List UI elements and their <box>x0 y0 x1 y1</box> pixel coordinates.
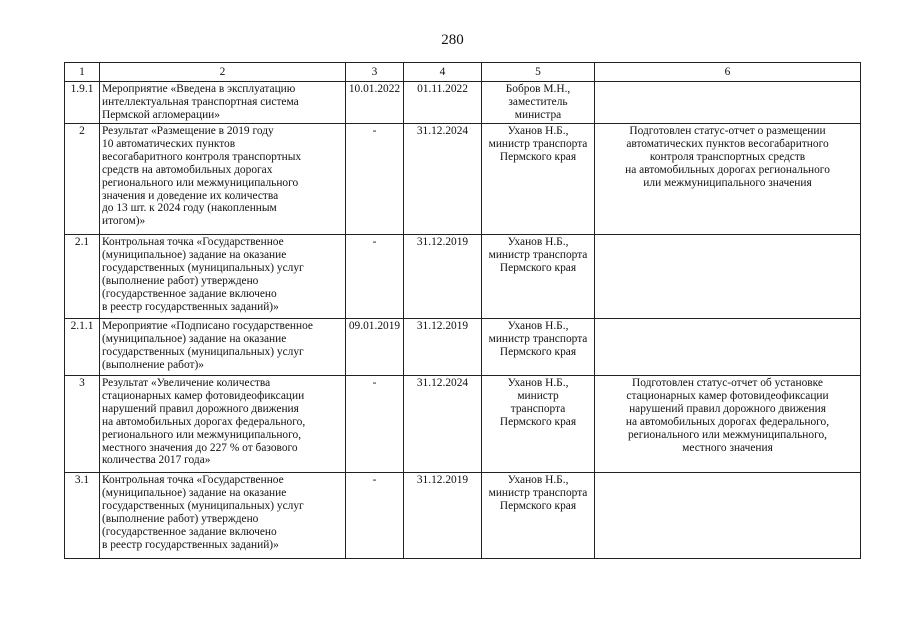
table-row <box>65 124 861 235</box>
row-name: Результат «Размещение в 2019 году 10 автоматических пунктов весогабаритного контроля транспортных средств на автомобильных дорогах регионального или межмуниципального значения и доведение их количества до 13 шт. к 2024 году (накопленным итогом)» <box>100 124 346 235</box>
row-end-date: 31.12.2024 <box>404 376 482 473</box>
row-number: 3 <box>65 376 100 473</box>
row-start-date: - <box>346 376 404 473</box>
row-name: Контрольная точка «Государственное (муниципальное) задание на оказание государственных (муниципальных) услуг (выполнение работ) утверждено (государственное задание включено в реестр государственных заданий)» <box>100 235 346 319</box>
row-number: 1.9.1 <box>65 82 100 124</box>
row-name: Результат «Увеличение количества стационарных камер фотовидеофиксации нарушений правил дорожного движения на автомобильных дорогах федерального, регионального или межмуниципального, местного значения до 227 % от базового количества 2017 года» <box>100 376 346 473</box>
row-number: 2.1.1 <box>65 319 100 376</box>
column-header: 6 <box>595 63 861 82</box>
row-start-date: - <box>346 124 404 235</box>
row-name: Контрольная точка «Государственное (муниципальное) задание на оказание государственных (муниципальных) услуг (выполнение работ) утверждено (государственное задание включено в реестр государственных заданий)» <box>100 473 346 559</box>
row-responsible: Уханов Н.Б., министр транспорта Пермского края <box>482 473 595 559</box>
row-end-date: 31.12.2019 <box>404 473 482 559</box>
row-result <box>595 235 861 319</box>
row-responsible: Уханов Н.Б., министр транспорта Пермского края <box>482 235 595 319</box>
row-start-date: 10.01.2022 <box>346 82 404 124</box>
page-number: 280 <box>441 32 464 48</box>
row-responsible: Уханов Н.Б., министр транспорта Пермского края <box>482 124 595 235</box>
row-responsible: Уханов Н.Б., министр транспорта Пермского края <box>482 319 595 376</box>
column-header: 4 <box>404 63 482 82</box>
row-end-date: 31.12.2024 <box>404 124 482 235</box>
column-header: 3 <box>346 63 404 82</box>
row-number: 3.1 <box>65 473 100 559</box>
table-row <box>65 376 861 473</box>
row-result <box>595 82 861 124</box>
table-row <box>65 473 861 559</box>
row-end-date: 31.12.2019 <box>404 319 482 376</box>
row-number: 2 <box>65 124 100 235</box>
column-header: 2 <box>100 63 346 82</box>
row-responsible: Бобров М.Н., заместитель министра <box>482 82 595 124</box>
table-row <box>65 319 861 376</box>
row-result: Подготовлен статус-отчет об установке стационарных камер фотовидеофиксации нарушений правил дорожного движения на автомобильных дорогах федерального, регионального или межмуниципального, местного значения <box>595 376 861 473</box>
table-header-row <box>65 63 861 82</box>
row-name: Мероприятие «Подписано государственное (муниципальное) задание на оказание государственных (муниципальных) услуг (выполнение работ)» <box>100 319 346 376</box>
row-result <box>595 319 861 376</box>
row-name: Мероприятие «Введена в эксплуатацию интеллектуальная транспортная система Пермской агломерации» <box>100 82 346 124</box>
column-header: 5 <box>482 63 595 82</box>
row-end-date: 31.12.2019 <box>404 235 482 319</box>
row-responsible: Уханов Н.Б., министр транспорта Пермского края <box>482 376 595 473</box>
table-row <box>65 235 861 319</box>
row-number: 2.1 <box>65 235 100 319</box>
row-result <box>595 473 861 559</box>
row-start-date: - <box>346 235 404 319</box>
column-header: 1 <box>65 63 100 82</box>
row-start-date: 09.01.2019 <box>346 319 404 376</box>
table-row <box>65 82 861 124</box>
schedule-table <box>64 62 861 559</box>
row-result: Подготовлен статус-отчет о размещении автоматических пунктов весогабаритного контроля транспортных средств на автомобильных дорогах регионального или межмуниципального значения <box>595 124 861 235</box>
row-start-date: - <box>346 473 404 559</box>
row-end-date: 01.11.2022 <box>404 82 482 124</box>
